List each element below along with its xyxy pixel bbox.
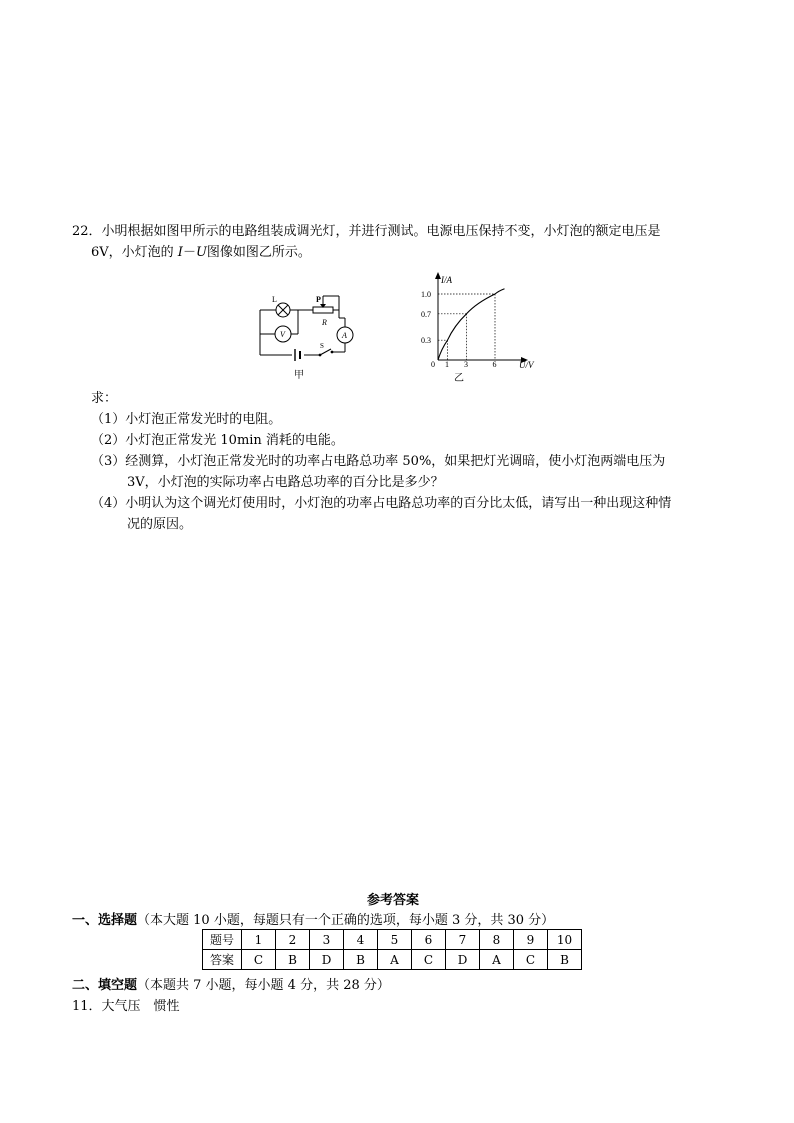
symbol-u: U: [195, 245, 207, 260]
table-cell: 2: [276, 930, 310, 950]
table-cell: B: [276, 950, 310, 970]
y-tick-label: 0.7: [421, 309, 431, 319]
subquestion-1: （1）小灯泡正常发光时的电阻。: [91, 412, 282, 427]
section1-title: 一、选择题: [72, 913, 138, 928]
table-cell: 7: [446, 930, 480, 950]
answer-11: 11．大气压 惯性: [72, 999, 180, 1014]
rheostat-label: R: [322, 318, 327, 327]
lamp-label: L: [272, 295, 277, 304]
question-text-2a: 6V，小灯泡的: [91, 245, 178, 260]
table-row-answers: [203, 950, 582, 970]
slider-label: P: [316, 295, 321, 304]
circuit-caption: 甲: [294, 370, 304, 381]
question-number: 22．: [72, 224, 102, 239]
table-cell: 6: [412, 930, 446, 950]
y-tick-label: 1.0: [421, 290, 431, 299]
ask-label: 求：: [91, 391, 118, 406]
symbol-dash: －: [182, 245, 196, 260]
iu-chart: [412, 270, 542, 389]
voltmeter-label: V: [280, 330, 285, 339]
x-tick-label: 1: [445, 360, 449, 369]
section2-heading: [72, 974, 390, 993]
table-cell: C: [242, 950, 276, 970]
row-head-answer: 答案: [203, 950, 242, 970]
table-cell: C: [514, 950, 548, 970]
y-axis-label: I/A: [441, 275, 452, 285]
table-cell: B: [344, 950, 378, 970]
question-line-1: [72, 222, 661, 242]
table-row-numbers: [203, 930, 582, 950]
symbol-i: I: [177, 245, 183, 260]
x-axis-label: U/V: [519, 360, 534, 370]
circuit-diagram: [250, 288, 360, 383]
table-cell: D: [310, 950, 344, 970]
answer-table: [202, 929, 582, 970]
subquestion-2: （2）小灯泡正常发光 10min 消耗的电能。: [91, 433, 344, 448]
answers-title: 参考答案: [367, 893, 420, 908]
row-head-number: 题号: [203, 930, 242, 950]
circuit-figure: [250, 288, 360, 387]
table-cell: B: [548, 950, 582, 970]
subquestion-4: （4）小明认为这个调光灯使用时，小灯泡的功率占电路总功率的百分比太低，请写出一种出现这种情: [91, 496, 672, 511]
x-tick-label: 3: [464, 360, 468, 369]
subquestion-4-cont: 况的原因。: [127, 517, 193, 532]
chart-caption: 乙: [454, 373, 464, 384]
table-cell: 9: [514, 930, 548, 950]
table-cell: D: [446, 950, 480, 970]
subquestion-3: （3）经测算，小灯泡正常发光时的功率占电路总功率 50%，如果把灯光调暗，使小灯泡两端电压为: [91, 454, 666, 469]
origin-label: 0: [431, 360, 435, 369]
table-cell: 5: [378, 930, 412, 950]
table-cell: A: [480, 950, 514, 970]
section1-note: （本大题 10 小题，每题只有一个正确的选项，每小题 3 分，共 30 分）: [137, 913, 555, 928]
section2-title: 二、填空题: [72, 978, 138, 993]
section1-heading: [72, 909, 554, 928]
table-cell: 1: [242, 930, 276, 950]
x-tick-label: 6: [492, 360, 497, 369]
question-text-2b: 图像如图乙所示。: [206, 245, 311, 260]
iu-chart-svg: [412, 270, 542, 385]
table-cell: 8: [480, 930, 514, 950]
table-cell: C: [412, 950, 446, 970]
iu-curve: [438, 289, 505, 360]
y-tick-label: 0.3: [421, 336, 431, 346]
question-line-2: [91, 243, 311, 263]
table-cell: 4: [344, 930, 378, 950]
table-cell: 10: [548, 930, 582, 950]
switch-label: S: [320, 342, 324, 350]
question-text-1: 小明根据如图甲所示的电路组装成调光灯，并进行测试。电源电压保持不变，小灯泡的额定电压是: [101, 224, 661, 239]
subquestion-3-cont: 3V，小灯泡的实际功率占电路总功率的百分比是多少？: [127, 475, 444, 490]
ammeter-label: A: [342, 331, 347, 340]
section2-note: （本题共 7 小题，每小题 4 分，共 28 分）: [137, 978, 390, 993]
table-cell: A: [378, 950, 412, 970]
table-cell: 3: [310, 930, 344, 950]
